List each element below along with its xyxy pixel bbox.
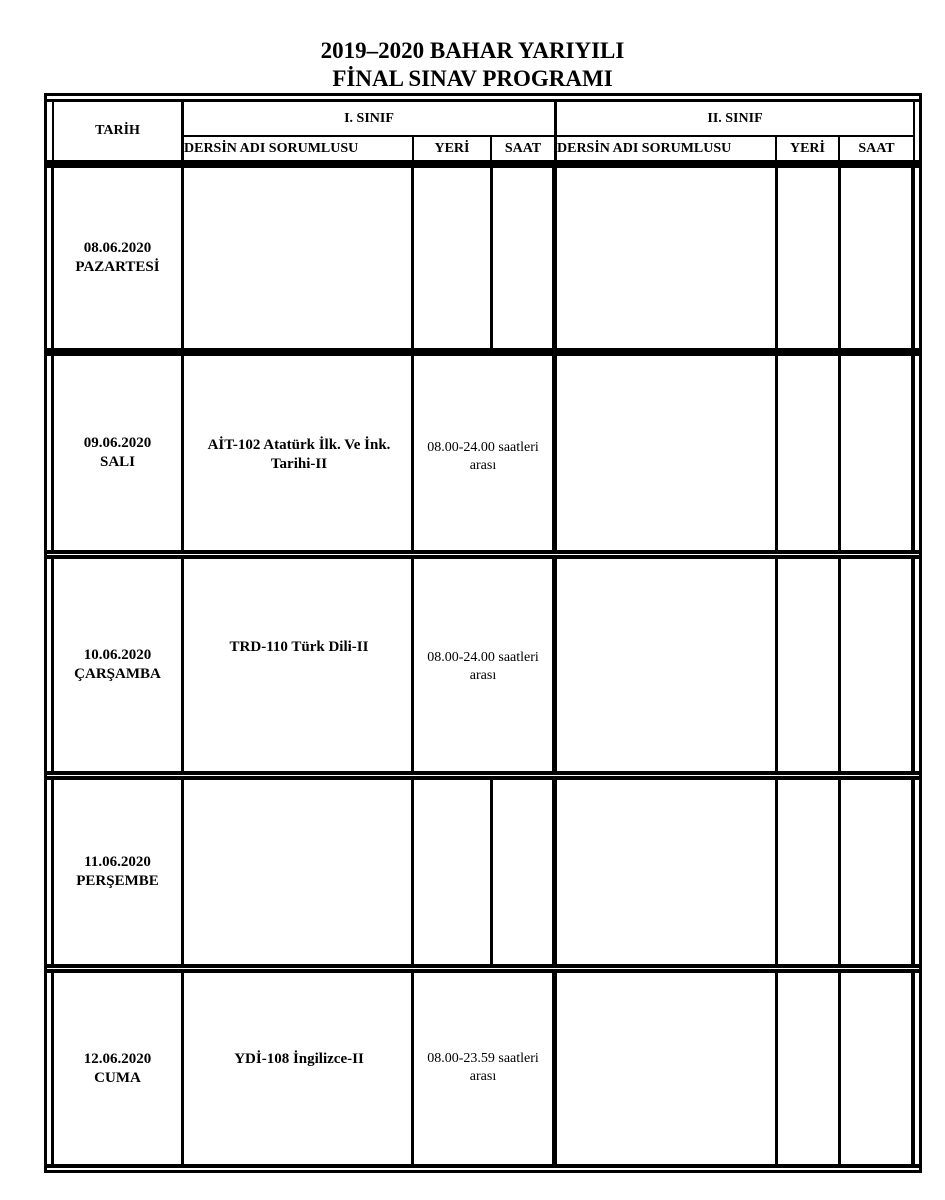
header-place-2: YERİ bbox=[789, 140, 825, 156]
body-vrule bbox=[552, 168, 557, 348]
header-course-1: DERSİN ADI SORUMLUSU bbox=[184, 140, 359, 156]
table-bottom-rule bbox=[47, 1164, 919, 1168]
header-time-1: SAAT bbox=[504, 140, 542, 156]
body-vrule bbox=[552, 559, 557, 771]
body-vrule bbox=[911, 168, 915, 348]
table-row-date bbox=[54, 559, 181, 771]
exam-date: 08.06.2020 bbox=[83, 240, 152, 256]
exam-day: ÇARŞAMBA bbox=[74, 666, 161, 682]
body-vrule bbox=[911, 780, 915, 964]
course-name: TRD-110 Türk Dili-II bbox=[229, 639, 369, 655]
body-vrule bbox=[490, 780, 493, 964]
exam-place: 08.00-24.00 saatleri arası bbox=[427, 440, 539, 473]
body-vrule bbox=[838, 559, 841, 771]
body-vrule bbox=[775, 356, 778, 550]
exam-date: 09.06.2020 bbox=[83, 435, 152, 451]
body-vrule bbox=[775, 780, 778, 964]
table-row-date bbox=[54, 780, 181, 964]
body-vrule bbox=[911, 559, 915, 771]
exam-date: 11.06.2020 bbox=[84, 854, 151, 870]
table-row-date bbox=[54, 973, 181, 1164]
header-place-1: YERİ bbox=[434, 140, 470, 156]
body-vrule bbox=[911, 356, 915, 550]
body-vrule bbox=[552, 973, 557, 1164]
exam-day: SALI bbox=[99, 454, 136, 470]
document-subtitle: FİNAL SINAV PROGRAMI bbox=[332, 66, 613, 91]
body-vrule bbox=[838, 168, 841, 348]
body-vrule bbox=[838, 973, 841, 1164]
exam-place: 08.00-23.59 saatleri arası bbox=[427, 1051, 539, 1084]
row-separator bbox=[47, 550, 919, 554]
body-vrule bbox=[411, 168, 414, 348]
exam-place: 08.00-24.00 saatleri arası bbox=[427, 650, 539, 683]
body-vrule bbox=[911, 973, 915, 1164]
exam-day: PAZARTESİ bbox=[75, 259, 160, 275]
table-row-date bbox=[54, 356, 181, 550]
header-date: TARİH bbox=[95, 123, 140, 138]
exam-date: 10.06.2020 bbox=[83, 647, 152, 663]
header-course-2: DERSİN ADI SORUMLUSU bbox=[557, 140, 732, 156]
body-vrule bbox=[411, 780, 414, 964]
header-right-rule bbox=[913, 99, 915, 165]
header-time-2: SAAT bbox=[858, 140, 895, 156]
body-vrule bbox=[181, 559, 184, 771]
row-separator bbox=[47, 771, 919, 775]
body-vrule bbox=[490, 168, 493, 348]
exam-day: CUMA bbox=[94, 1069, 141, 1086]
course-name: AİT-102 Atatürk İlk. Ve İnk. Tarihi-II bbox=[207, 437, 391, 472]
exam-day: PERŞEMBE bbox=[76, 873, 159, 889]
body-vrule bbox=[775, 168, 778, 348]
body-vrule bbox=[181, 780, 184, 964]
body-vrule bbox=[552, 356, 557, 550]
course-name: YDİ-108 İngilizce-II bbox=[234, 1051, 364, 1067]
body-vrule bbox=[775, 973, 778, 1164]
body-vrule bbox=[552, 780, 557, 964]
body-vrule bbox=[775, 559, 778, 771]
exam-date: 12.06.2020 bbox=[83, 1050, 152, 1067]
row-separator bbox=[47, 964, 919, 968]
header-class-1: I. SINIF bbox=[344, 110, 394, 126]
header-class-2: II. SINIF bbox=[707, 110, 763, 126]
document-title: 2019–2020 BAHAR YARIYILI bbox=[320, 38, 625, 63]
table-row-date bbox=[54, 168, 181, 348]
body-vrule bbox=[838, 356, 841, 550]
body-vrule bbox=[181, 973, 184, 1164]
body-vrule bbox=[181, 356, 184, 550]
body-vrule bbox=[181, 168, 184, 348]
body-vrule bbox=[838, 780, 841, 964]
